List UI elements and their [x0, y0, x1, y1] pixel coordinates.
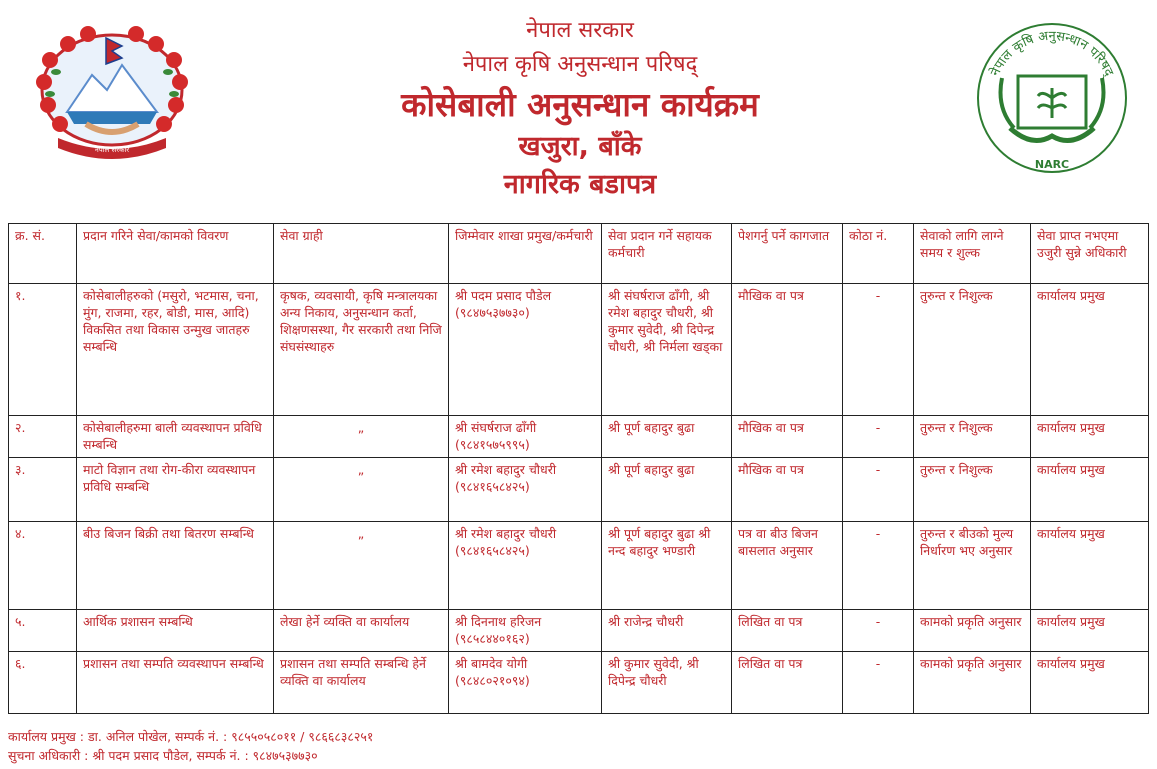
cell-time-fee: तुरुन्त र बीउको मुल्य निर्धारण भए अनुसार — [914, 522, 1031, 610]
col-header-room: कोठा नं. — [843, 224, 914, 284]
page-footer — [8, 727, 373, 765]
information-officer-contact: सुचना अधिकारी : श्री पदम प्रसाद पौडेल, सम्पर्क नं. : ९८४७५३७७३० — [8, 748, 318, 763]
col-header-recipient: सेवा ग्राही — [274, 224, 449, 284]
cell-responsible: श्री बामदेव योगी (९८४८०२१०९४) — [449, 652, 602, 714]
header-titles — [260, 14, 900, 204]
svg-text:नेपाल कृषि अनुसन्धान परिषद् — [987, 29, 1117, 80]
cell-recipient: लेखा हेर्ने व्यक्ति वा कार्यालय — [274, 610, 449, 652]
col-header-time-fee: सेवाको लागि लाग्ने समय र शुल्क — [914, 224, 1031, 284]
cell-responsible: श्री पदम प्रसाद पौडेल (९८४७५३७७३०) — [449, 284, 602, 416]
cell-time-fee: कामको प्रकृति अनुसार — [914, 652, 1031, 714]
cell-sn: १. — [9, 284, 77, 416]
cell-service: कोसेबालीहरुको (मसुरो, भटमास, चना, मुंग, राजमा, रहर, बोडी, मास, आदि) विकसित तथा विकास उन्मुख जातहरु सम्बन्धि — [77, 284, 274, 416]
right-logo-arc-text: नेपाल कृषि अनुसन्धान परिषद् — [987, 28, 1117, 79]
cell-sn: २. — [9, 416, 77, 458]
table-row — [9, 458, 1149, 522]
location-title: खजुरा, बाँके — [518, 131, 642, 162]
cell-recipient: कृषक, व्यवसायी, कृषि मन्त्रालयका अन्य निकाय, अनुसन्धान कर्ता, शिक्षणसस्था, गैर सरकारी तथा निजि संघसंस्थाहरु — [274, 284, 449, 416]
col-header-documents: पेशगर्नु पर्ने कागजात — [732, 224, 843, 284]
cell-recipient: „ — [274, 416, 449, 458]
cell-documents: मौखिक वा पत्र — [732, 458, 843, 522]
cell-assistant: श्री पूर्ण बहादुर बुढा — [602, 458, 732, 522]
narc-emblem-icon — [972, 18, 1132, 178]
table-header-row — [9, 224, 1149, 284]
cell-authority: कार्यालय प्रमुख — [1031, 652, 1149, 714]
cell-assistant: श्री कुमार सुवेदी, श्री दिपेन्द्र चौधरी — [602, 652, 732, 714]
cell-service: आर्थिक प्रशासन सम्बन्धि — [77, 610, 274, 652]
cell-sn: ६. — [9, 652, 77, 714]
cell-authority: कार्यालय प्रमुख — [1031, 458, 1149, 522]
col-header-service: प्रदान गरिने सेवा/कामको विवरण — [77, 224, 274, 284]
cell-time-fee: तुरुन्त र निशुल्क — [914, 458, 1031, 522]
cell-documents: लिखित वा पत्र — [732, 610, 843, 652]
cell-authority: कार्यालय प्रमुख — [1031, 610, 1149, 652]
cell-documents: मौखिक वा पत्र — [732, 284, 843, 416]
cell-sn: ३. — [9, 458, 77, 522]
cell-responsible: श्री संघर्षराज ढाँगी (९८४१५७५९९५) — [449, 416, 602, 458]
citizen-charter-table — [8, 223, 1149, 714]
cell-recipient: „ — [274, 522, 449, 610]
left-logo-ribbon-text: नेपाल सरकार — [94, 146, 130, 154]
cell-authority: कार्यालय प्रमुख — [1031, 522, 1149, 610]
citizen-charter-title: नागरिक बडापत्र — [503, 169, 657, 200]
col-header-sn: क्र. सं. — [9, 224, 77, 284]
col-header-responsible: जिम्मेवार शाखा प्रमुख/कर्मचारी — [449, 224, 602, 284]
table-row — [9, 652, 1149, 714]
cell-room: - — [843, 652, 914, 714]
cell-service: माटो विज्ञान तथा रोग-कीरा व्यवस्थापन प्रविधि सम्बन्धि — [77, 458, 274, 522]
cell-room: - — [843, 416, 914, 458]
cell-documents: मौखिक वा पत्र — [732, 416, 843, 458]
cell-assistant: श्री पूर्ण बहादुर बुढा — [602, 416, 732, 458]
table-row — [9, 522, 1149, 610]
cell-assistant: श्री संघर्षराज ढाँगी, श्री रमेश बहादुर चौधरी, श्री कुमार सुवेदी, श्री दिपेन्द्र चौधरी, श्री निर्मला खड्का — [602, 284, 732, 416]
cell-authority: कार्यालय प्रमुख — [1031, 284, 1149, 416]
office-head-contact: कार्यालय प्रमुख : डा. अनिल पोखेल, सम्पर्क नं. : ९८५५०५८०११ / ९८६६८३८२५१ — [8, 729, 374, 744]
cell-responsible: श्री रमेश बहादुर चौधरी (९८४१६५८४२५) — [449, 458, 602, 522]
cell-recipient: „ — [274, 458, 449, 522]
cell-room: - — [843, 458, 914, 522]
cell-room: - — [843, 610, 914, 652]
right-logo-abbr: NARC — [1034, 158, 1070, 171]
government-title: नेपाल सरकार — [526, 18, 634, 43]
col-header-assistant: सेवा प्रदान गर्ने सहायक कर्मचारी — [602, 224, 732, 284]
cell-recipient: प्रशासन तथा सम्पति सम्बन्धि हेर्ने व्यक्ति वा कार्यालय — [274, 652, 449, 714]
program-title: कोसेबाली अनुसन्धान कार्यक्रम — [401, 85, 759, 124]
cell-service: कोसेबालीहरुमा बाली व्यवस्थापन प्रविधि सम्बन्धि — [77, 416, 274, 458]
council-title: नेपाल कृषि अनुसन्धान परिषद् — [462, 52, 698, 77]
cell-time-fee: तुरुन्त र निशुल्क — [914, 416, 1031, 458]
cell-time-fee: कामको प्रकृति अनुसार — [914, 610, 1031, 652]
cell-assistant: श्री राजेन्द्र चौधरी — [602, 610, 732, 652]
cell-responsible: श्री दिननाथ हरिजन (९८५८४४०१६२) — [449, 610, 602, 652]
cell-authority: कार्यालय प्रमुख — [1031, 416, 1149, 458]
cell-sn: ४. — [9, 522, 77, 610]
cell-documents: पत्र वा बीउ बिजन बासलात अनुसार — [732, 522, 843, 610]
cell-documents: लिखित वा पत्र — [732, 652, 843, 714]
col-header-authority: सेवा प्राप्त नभएमा उजुरी सुन्ने अधिकारी — [1031, 224, 1149, 284]
cell-responsible: श्री रमेश बहादुर चौधरी (९८४१६५८४२५) — [449, 522, 602, 610]
cell-assistant: श्री पूर्ण बहादुर बुढा श्री नन्द बहादुर भण्डारी — [602, 522, 732, 610]
cell-sn: ५. — [9, 610, 77, 652]
page-header — [0, 0, 1157, 222]
cell-room: - — [843, 522, 914, 610]
cell-service: प्रशासन तथा सम्पति व्यवस्थापन सम्बन्धि — [77, 652, 274, 714]
cell-service: बीउ बिजन बिक्री तथा बितरण सम्बन्धि — [77, 522, 274, 610]
table-row — [9, 610, 1149, 652]
cell-time-fee: तुरुन्त र निशुल्क — [914, 284, 1031, 416]
nepal-government-emblem-icon — [22, 20, 202, 170]
table-row — [9, 284, 1149, 416]
table-row — [9, 416, 1149, 458]
cell-room: - — [843, 284, 914, 416]
